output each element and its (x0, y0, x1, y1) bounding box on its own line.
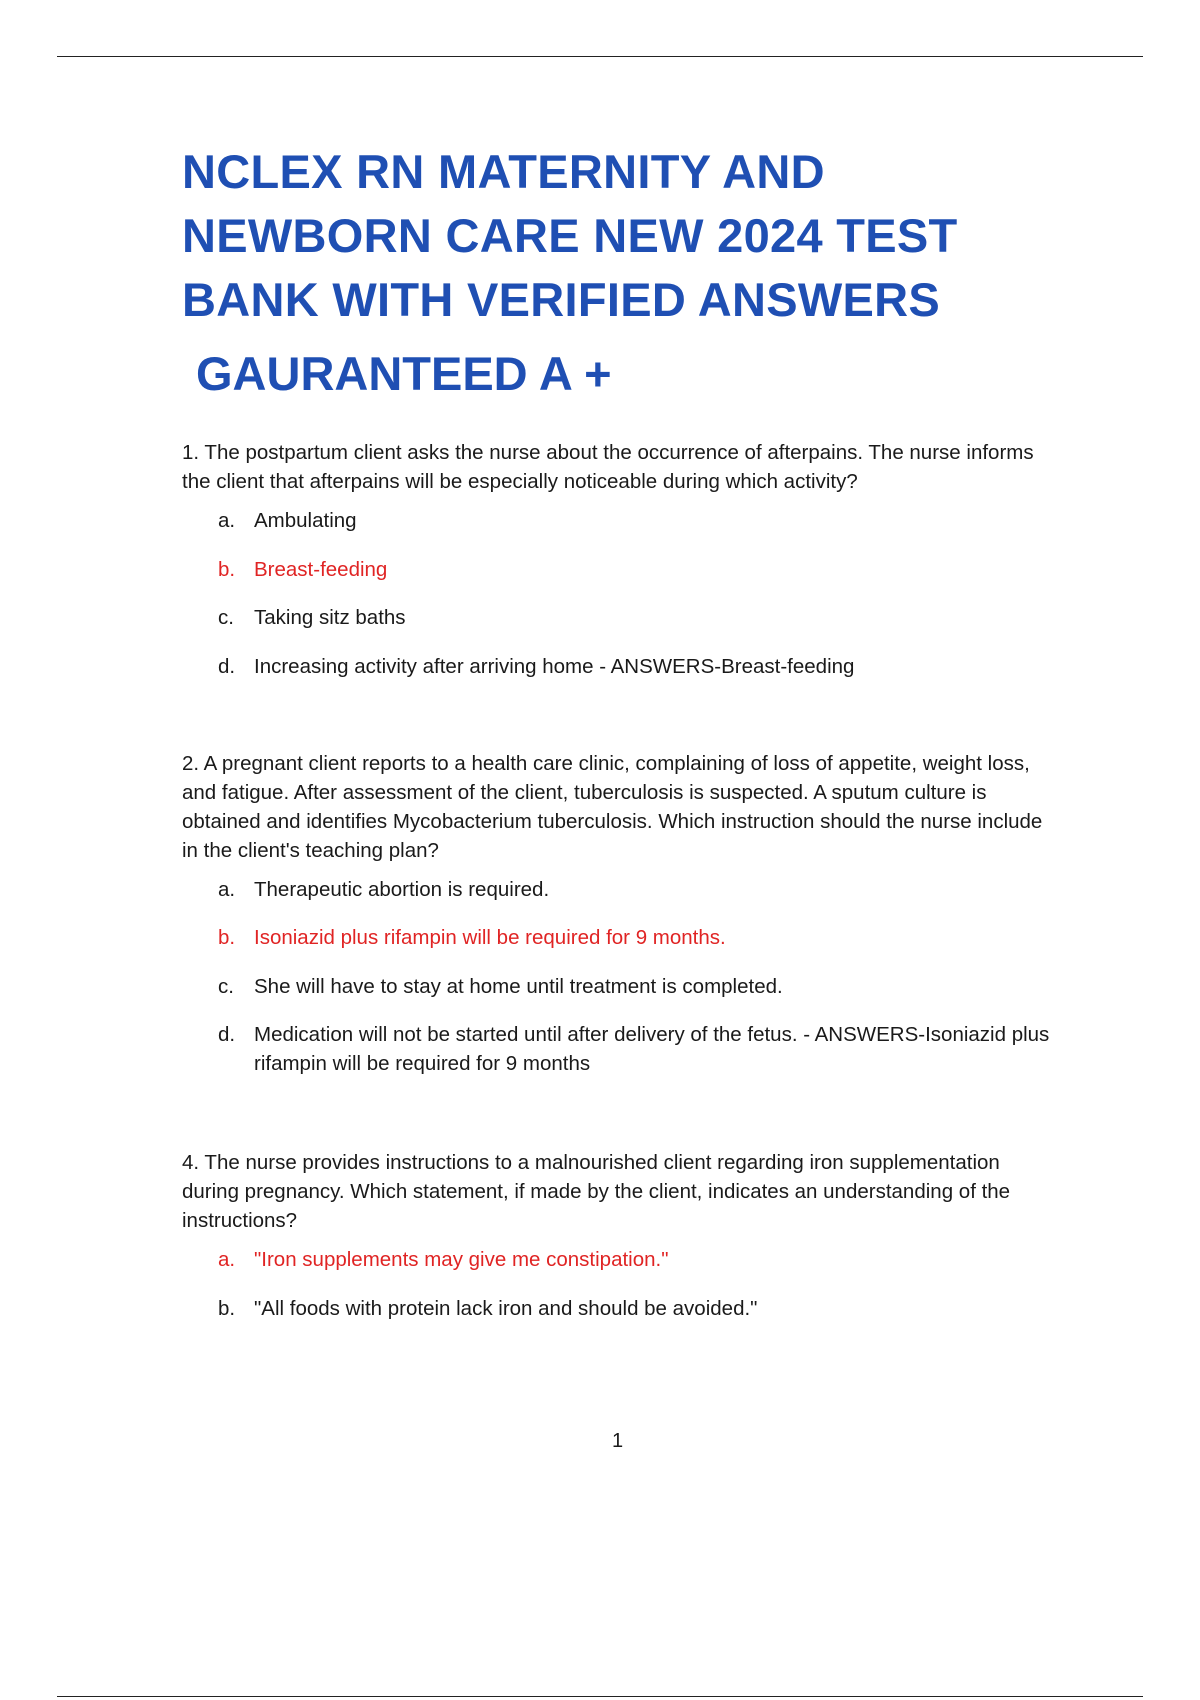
option-letter: d. (218, 654, 236, 678)
page-content (182, 140, 1062, 1323)
option-text: Ambulating (254, 509, 357, 532)
option-text: Therapeutic abortion is required. (254, 877, 550, 901)
option-text: "All foods with protein lack iron and should be avoided." (254, 1296, 758, 1320)
option-item (182, 652, 1062, 681)
top-divider (57, 56, 1143, 57)
question-4-options (182, 1245, 1062, 1323)
question-4: 4. The nurse provides instructions to a malnourished client regarding iron supplementation during pregnancy. Which statement, if made by the client, indicates an understanding of the instructions? (182, 1151, 1011, 1232)
option-letter: b. (218, 1296, 236, 1320)
option-letter: a. (218, 877, 236, 901)
question-1-options (182, 506, 1062, 681)
option-item-correct (182, 555, 1062, 584)
option-item-correct (182, 923, 1062, 952)
option-text: She will have to stay at home until treatment is completed. (254, 974, 783, 998)
option-item-correct (182, 1245, 1062, 1274)
option-text: Breast-feeding (254, 557, 388, 581)
option-item (182, 1020, 1062, 1078)
option-letter: b. (218, 557, 236, 581)
option-letter: c. (218, 606, 234, 629)
option-item (182, 875, 1062, 904)
option-letter: c. (218, 974, 234, 998)
option-letter: b. (218, 926, 236, 949)
document-title: NCLEX RN MATERNITY AND NEWBORN CARE NEW 2024 TEST BANK WITH VERIFIED ANSWERS (182, 145, 958, 326)
option-text: Medication will not be started until after delivery of the fetus. - ANSWERS-Isoniazid plus rifampin will be required for 9 months (254, 1023, 1050, 1075)
option-letter: a. (218, 509, 236, 532)
option-text: "Iron supplements may give me constipation." (254, 1248, 669, 1271)
question-2-options (182, 875, 1062, 1079)
option-text: Taking sitz baths (254, 606, 406, 629)
bottom-divider (57, 1696, 1143, 1697)
option-item (182, 972, 1062, 1001)
option-letter: d. (218, 1023, 236, 1046)
option-item (182, 603, 1062, 632)
option-item (182, 1294, 1062, 1323)
question-2: 2. A pregnant client reports to a health care clinic, complaining of loss of appetite, weight loss, and fatigue. After assessment of the client, tuberculosis is suspected. A sputum culture is obtained and identifies Mycobacterium tuberculosis. Which instruction should the nurse include in the client's teaching plan? (182, 751, 1043, 862)
option-text: Isoniazid plus rifampin will be required for 9 months. (254, 926, 726, 949)
option-item (182, 506, 1062, 535)
question-1: 1. The postpartum client asks the nurse about the occurrence of afterpains. The nurse informs the client that afterpains will be especially noticeable during which activity? (182, 441, 1034, 493)
option-text: Increasing activity after arriving home - ANSWERS-Breast-feeding (254, 654, 855, 678)
document-subtitle: GAURANTEED A + (196, 347, 612, 400)
option-letter: a. (218, 1248, 236, 1271)
page-number: 1 (611, 1430, 624, 1452)
